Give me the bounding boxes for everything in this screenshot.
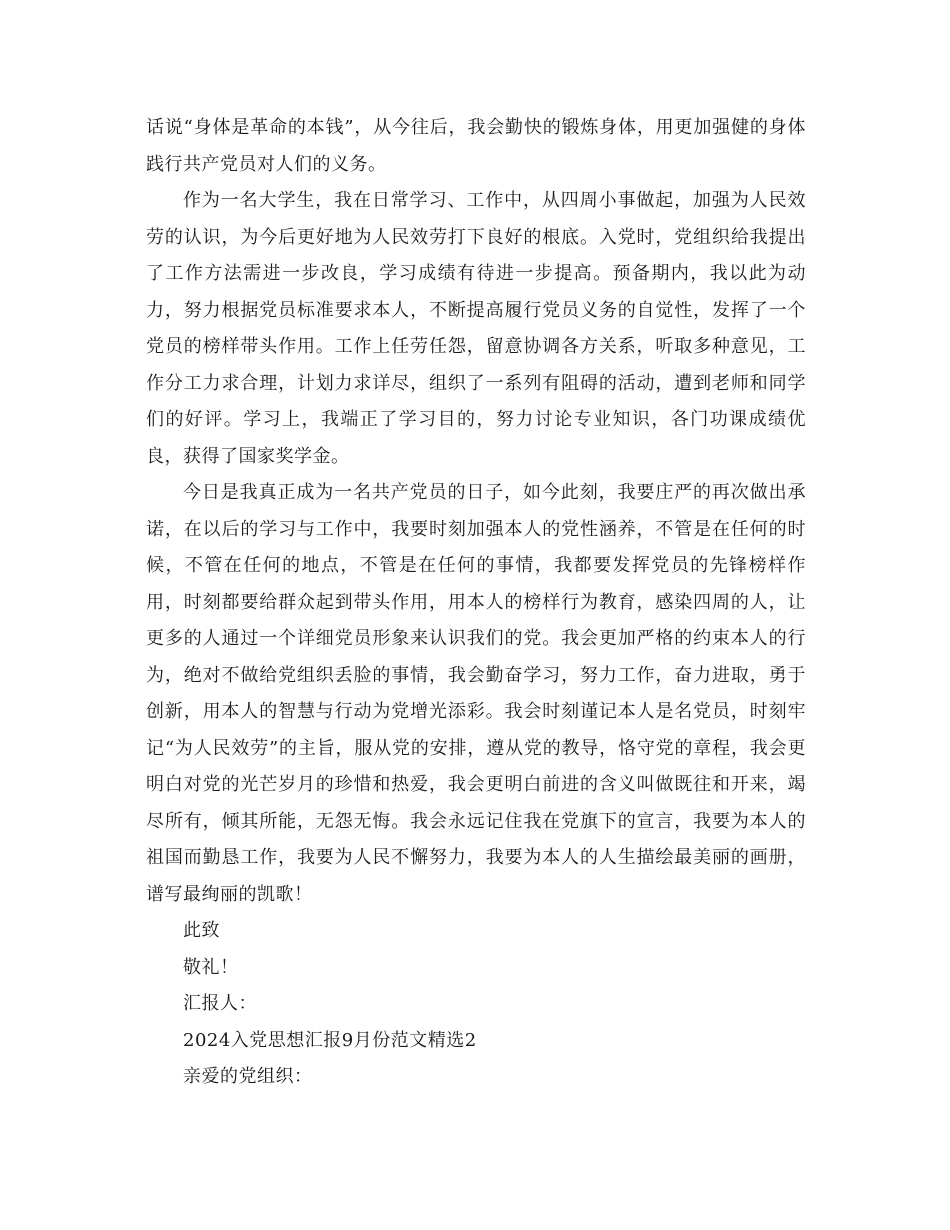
reporter-label: 汇报人： <box>183 993 257 1014</box>
closing-salute: 敬礼！ <box>183 956 239 978</box>
paragraph-student-work: 作为一名大学生，我在日常学习、工作中，从四周小事做起，加强为人民效劳的认识，为今后更好地为人民效劳打下良好的根底。入党时，党组织给我提出了工作方法需进一步改良，学习成绩有待进一步提高。预备期内，我以此为动力，努力根据党员标准要求本人，不断提高履行党员义务的自觉性，发挥了一个党员的榜样带头作用。工作上任劳任怨，留意协调各方关系，听取多种意见，工作分工力求合理，计划力求详尽，组织了一系列有阻碍的活动，遭到老师和同学们的好评。学习上，我端正了学习目的，努力讨论专业知识，各门功课成绩优良，获得了国家奖学金。 <box>146 190 806 467</box>
salutation: 亲爱的党组织： <box>183 1066 313 1087</box>
closing-greeting: 此致 <box>183 920 220 941</box>
next-article-title: 2024入党思想汇报9月份范文精选2 <box>183 1029 477 1051</box>
paragraph-pledge: 今日是我真正成为一名共产党员的日子，如今此刻，我要庄严的再次做出承诺，在以后的学习与工作中，我要时刻加强本人的党性涵养，不管是在任何的时候，不管在任何的地点，不管是在任何的事情，我都要发挥党员的先锋榜样作用，时刻都要给群众起到带头作用，用本人的榜样行为教育，感染四周的人，让更多的人通过一个详细党员形象来认识我们的党。我会更加严格的约束本人的行为，绝对不做给党组织丢脸的事情，我会勤奋学习，努力工作，奋力进取，勇于创新，用本人的智慧与行动为党增光添彩。我会时刻谨记本人是名党员，时刻牢记“为人民效劳”的主旨，服从党的安排，遵从党的教导，恪守党的章程，我会更明白对党的光芒岁月的珍惜和热爱，我会更明白前进的含义叫做既往和开来，竭尽所有，倾其所能，无怨无悔。我会永远记住我在党旗下的宣言，我要为本人的祖国而勤恳工作，我要为人民不懈努力，我要为本人的人生描绘最美丽的画册，谱写最绚丽的凯歌！ <box>146 482 806 905</box>
document-body <box>146 110 806 1096</box>
paragraph-continuation: 话说“身体是革命的本钱”，从今往后，我会勤快的锻炼身体，用更加强健的身体践行共产党员对人们的义务。 <box>146 117 806 175</box>
